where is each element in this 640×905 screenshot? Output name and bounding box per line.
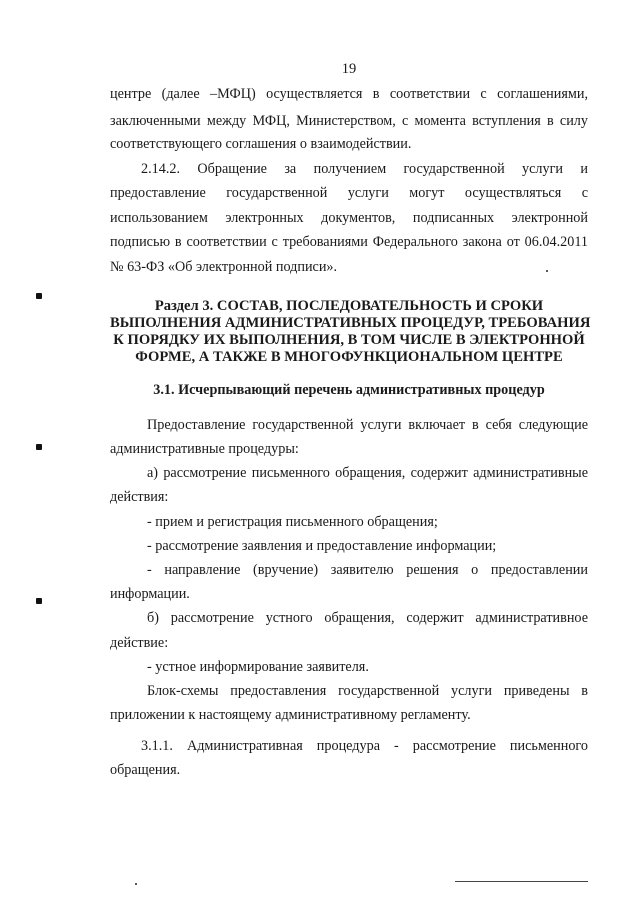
text-line: использованием электронных документов, подписанных электронной xyxy=(110,210,588,226)
page-number: 19 xyxy=(341,61,357,77)
text-line: а) рассмотрение письменного обращения, содержит административные xyxy=(147,465,588,481)
text-line: центре (далее –МФЦ) осуществляется в соответствии с соглашениями, xyxy=(110,86,588,102)
text-line: 3.1.1. Административная процедура - рассмотрение письменного xyxy=(141,738,588,754)
text-line: соответствующего соглашения о взаимодействии. xyxy=(110,136,412,152)
text-line: административные процедуры: xyxy=(110,441,299,457)
binder-mark xyxy=(36,444,42,450)
text-line: информации. xyxy=(110,586,190,602)
text-line: Блок-схемы предоставления государственной услуги приведены в xyxy=(147,683,588,699)
text-line: предоставление государственной услуги могут осуществляться с xyxy=(110,185,588,201)
text-line: б) рассмотрение устного обращения, содержит административное xyxy=(147,610,588,626)
text-line: - направление (вручение) заявителю решения о предоставлении xyxy=(147,562,588,578)
text-line: - прием и регистрация письменного обращения; xyxy=(147,514,438,530)
text-line: обращения. xyxy=(110,762,181,778)
text-line: приложении к настоящему административному регламенту. xyxy=(110,707,471,723)
text-line: подписью в соответствии с требованиями Федерального закона от 06.04.2011 xyxy=(110,234,588,250)
text-line: заключенными между МФЦ, Министерством, с момента вступления в силу xyxy=(110,113,588,129)
text-line: действия: xyxy=(110,489,169,505)
text-line: - устное информирование заявителя. xyxy=(147,659,369,675)
text-line: действие: xyxy=(110,635,169,651)
scan-dot xyxy=(135,883,137,885)
binder-mark xyxy=(36,598,42,604)
subsection-title: 3.1. Исчерпывающий перечень административных процедур xyxy=(153,382,545,398)
binder-mark xyxy=(36,293,42,299)
text-line: Предоставление государственной услуги включает в себя следующие xyxy=(147,417,588,433)
text-line: № 63-ФЗ «Об электронной подписи». xyxy=(110,259,338,275)
scan-dot xyxy=(546,270,548,272)
text-line: 2.14.2. Обращение за получением государственной услуги и xyxy=(141,161,588,177)
bottom-rule xyxy=(455,881,588,882)
text-line: - рассмотрение заявления и предоставление информации; xyxy=(147,538,497,554)
